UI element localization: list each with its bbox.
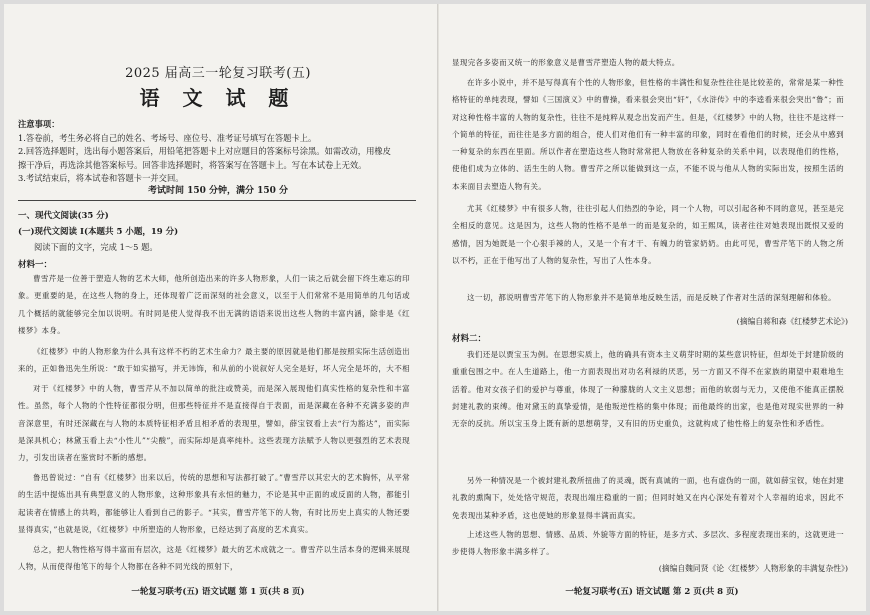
paragraph: 曹雪芹是一位善于塑造人物的艺术大师，他所创造出来的许多人物形象，人们一读之后就会留下终生难忘的印象。更重要的是，在这些人物的身上，还体现着广泛而深刻的社会意义，以至于人们常常不是用简单的几句话或几个概括的就能够完全加以说明。有时同是使人觉得我不出无满的语语来说出这些人物的丰富内涵，除非是《红楼梦》本身。: [18, 274, 410, 335]
notice-heading: 注意事项：: [18, 119, 60, 129]
right-page: [452, 4, 854, 611]
notice-item: 1.答卷前，考生务必将自己的姓名、考场号、座位号、准考证号填写在答题卡上。: [18, 132, 317, 143]
paragraph: 在许多小说中，并不是写得真有个性的人物形象，但性格的丰满性和复杂性往往是比较差的，常常是某一种性格特征的单纯表现，譬如《三国演义》中的曹操，看来很会突出“奸”，《水浒传》中的李逵看来很会突出“鲁”；而对这种性格丰富的人物的复杂性，往往不是纯粹从观念出发而产生。但是，《红楼梦》中的人物，往往不是这样一个简单的特征，而往往是多方面的组合，使人们对他们有一种丰富的印象，同时在看他们的时候，还会从中感到一种复杂的东西在里面。所以作者在塑造这些人物时常常把人物放在各种复杂的关系中间，以表现他们的性格，使他们成为立体的、活生生的人物。曹雪芹之所以能做到这一点，不能不说与他从人物的实际出发，按照生活的本来面目去塑造人物有关。: [452, 78, 844, 191]
paragraph: 总之，把人物性格写得丰富而有层次，这是《红楼梦》最大的艺术成就之一。曹雪芹以生活本身的逻辑来展现人物，从而使得他笔下的每个人物都在各种不同光线的照射下，: [18, 545, 410, 572]
exam-title: 2025 届高三一轮复习联考(五): [125, 66, 311, 81]
reading-instruction: 阅读下面的文字，完成 1～5 题。: [34, 242, 158, 252]
source-citation: (摘编自魏同贤《论〈红楼梦〉人物形象的丰满复杂性》): [658, 564, 848, 573]
exam-sheet: [4, 4, 866, 611]
exam-time: 考试时间 150 分钟，满分 150 分: [147, 186, 289, 196]
paragraph: 我们还是以贾宝玉为例。在思想实质上，他的确具有资本主义萌芽时期的某些意识特征，但却处于封建阶级的重重包围之中。在人生道路上，他一方面表现出对功名利禄的厌恶，另一方面又不得不在家族的期望中艰难地生活着。他对女孩子们的爱护与尊重，体现了一种朦胧的人文主义思想；而他的软弱与无力，又使他不能真正摆脱封建礼教的束缚。他对黛玉的真挚爱情，是他叛逆性格的集中体现；而他最终的出家，也是他对现实世界的一种无奈的反抗。所以宝玉身上既有新的思想萌芽，又有旧的历史重负，这就构成了他性格上的复杂性和矛盾性。: [452, 350, 844, 429]
section-heading: 一、现代文阅读(35 分): [18, 211, 109, 221]
paragraph: 《红楼梦》中的人物形象为什么具有这样不朽的艺术生命力？最主要的原因就是他们都是按照实际生活创造出来的，正如鲁迅先生所说：“敢于如实描写，并无讳饰，和从前的小说叙好人完全是好，坏人完全是坏的，大不相: [18, 347, 410, 374]
paragraph: 显现完各多姿而又统一的形象意义是曹雪芹塑造人物的最大特点。: [452, 58, 680, 67]
notice-item: 3.考试结束后，将本试卷和答题卡一并交回。: [18, 173, 184, 184]
material-2-label: 材料二：: [452, 334, 487, 344]
source-citation: (摘编自蒋和森《红楼梦艺术论》): [736, 317, 848, 326]
notice-item: 2.回答选择题时，选出每小题答案后，用铅笔把答题卡上对应题目的答案标号涂黑。如需改动，用橡皮: [18, 146, 391, 157]
notice-block: [18, 118, 413, 186]
exam-subject-title: 语 文 试 题: [139, 86, 297, 110]
paragraph: 对于《红楼梦》中的人物，曹雪芹从不加以简单的批注或赞美，而是深入展现他们真实性格的复杂性和丰富性。虽然，每个人物的个性特征都很分明，但那些特征并不是直接得自于表面，而是深藏在各种不充满多姿的声音深意里，有时还深藏在与人物的本质特征相矛盾且相矛盾的表现里，譬如，薛宝钗看上去“行为豁达”，而实际是深具机心；林黛玉看上去“小性儿”“尖酸”，而实际却是真率纯朴。这些表现方法赋予人物以更强烈的艺术表现力，引发出读者在鉴赏时不断的感想。: [18, 384, 410, 463]
paragraph: 上述这些人物的思想、情感、品质、外貌等方面的特征，是多方式、多层次、多程度表现出来的，这就更进一步使得人物形象丰满多样了。: [452, 530, 844, 557]
paragraph: 鲁迅曾说过：“自有《红楼梦》出来以后，传统的思想和写法都打破了。”曹雪芹以其宏大的艺术胸怀，从平常的生活中提炼出具有典型意义的人物形象，这种形象具有永恒的魅力，不论是其中正面的或反面的人物，都能引起读者在情感上的共鸣，都能够让人看到自己的影子。“其实，曹雪芹笔下的人物，有时比历史上真实的人物还要显得真实，”也就是说，《红楼梦》中所塑造的人物形象，已经达到了高度的艺术真实。: [18, 473, 410, 534]
paragraph: 尤其《红楼梦》中有很多人物，往往引起人们热烈的争论，同一个人物，可以引起各种不同的意见，甚至是完全相反的意见。这是因为，这些人物的性格不是单一的而是复杂的，如王熙凤，读者往往对她表现出既恨又爱的感情，因为她既是一个心狠手辣的人，又是一个有才干、有魄力的管家奶奶。由此可见，曹雪芹笔下的人物之所以不朽，正在于他写出了人物的复杂性，写出了人性本身。: [452, 204, 844, 265]
left-page: [18, 4, 418, 611]
paragraph: 另外一种情况是一个被封建礼教所扭曲了的灵魂，既有真诚的一面，也有虚伪的一面，就如薛宝钗，她在封建礼教的熏陶下，处处恪守规范，表现出端庄稳重的一面；但同时她又在内心深处有着对个人幸福的追求，因此不免表现出某种矛盾，这也使她的形象显得丰满而真实。: [452, 476, 844, 520]
page-footer: 一轮复习联考(五) 语文试题 第 1 页(共 8 页): [131, 587, 305, 597]
material-1-label: 材料一：: [18, 260, 53, 270]
paragraph: 这一切，都说明曹雪芹笔下的人物形象并不是简单地反映生活，而是反映了作者对生活的深刻理解和体验。: [467, 293, 836, 302]
page-fold: [437, 4, 439, 611]
subsection-heading: (一)现代文阅读 Ⅰ(本题共 5 小题，19 分): [18, 227, 179, 237]
notice-item: 擦干净后，再选涂其他答案标号。回答非选择题时，将答案写在答题卡上。写在本试卷上无效。: [18, 159, 367, 170]
divider: [18, 200, 416, 201]
page-footer: 一轮复习联考(五) 语文试题 第 2 页(共 8 页): [565, 587, 739, 597]
